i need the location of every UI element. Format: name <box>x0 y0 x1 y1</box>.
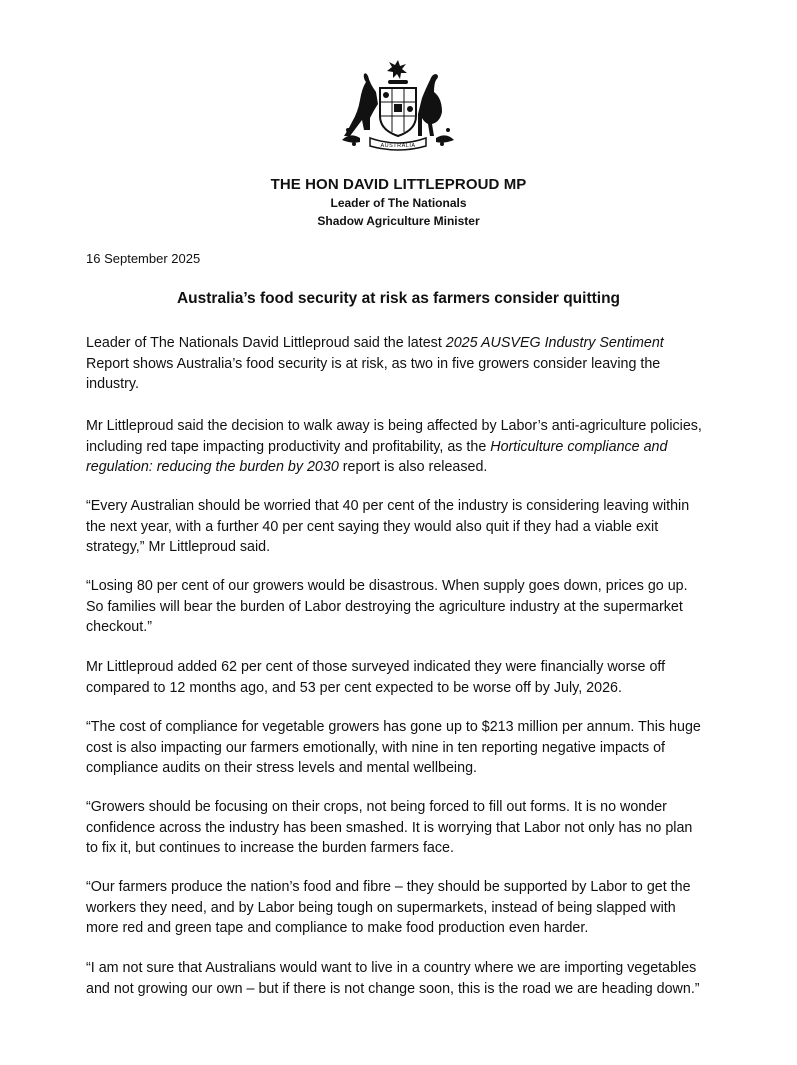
mp-role-shadow-minister: Shadow Agriculture Minister <box>317 214 480 228</box>
mp-role-leader: Leader of The Nationals <box>330 196 467 210</box>
mp-name: THE HON DAVID LITTLEPROUD MP <box>270 176 527 193</box>
report-title-sentiment: 2025 AUSVEG Industry Sentiment <box>445 335 664 351</box>
paragraph-7: “Growers should be focusing on their crops, not being forced to fill out forms. It is no wonder confidence across the industry has been smashed. It is worrying that Labor not only has no plan to fix it, but continues to increase the burden farmers face. <box>86 799 693 856</box>
paragraph-8: “Our farmers produce the nation’s food and fibre – they should be supported by Labor to get the workers they need, and by Labor being tough on supermarkets, instead of being slapped with more red and green tape and compliance to make food production even harder. <box>86 879 691 936</box>
paragraph-9: “I am not sure that Australians would want to live in a country where we are importing vegetables and not growing our own – but if there is not change soon, this is the road we are heading down.” <box>86 960 700 997</box>
release-date: 16 September 2025 <box>86 251 201 266</box>
paragraph-3: “Every Australian should be worried that 40 per cent of the industry is considering leaving within the next year, with a further 40 per cent saying they would also quit if they had a viable exit strategy,” Mr Littleproud said. <box>86 498 690 555</box>
paragraph-5: Mr Littleproud added 62 per cent of those surveyed indicated they were financially worse off compared to 12 months ago, and 53 per cent expected to be worse off by July, 2026. <box>86 659 666 696</box>
headline: Australia’s food security at risk as farmers consider quitting <box>176 290 621 307</box>
paragraph-1: Leader of The Nationals David Littleproud said the latest 2025 AUSVEG Industry Sentiment Report shows Australia’s food security is at risk, as two in five growers consider leaving the industry. <box>86 335 664 392</box>
paragraph-6: “The cost of compliance for vegetable growers has gone up to $213 million per annum. This huge cost is also impacting our farmers emotionally, with nine in ten reporting negative impacts of compliance audits on their stress levels and mental wellbeing. <box>86 719 701 776</box>
report-title-horticulture: Horticulture compliance and regulation: reducing the burden by 2030 <box>86 438 668 475</box>
paragraph-2: Mr Littleproud said the decision to walk away is being affected by Labor’s anti-agriculture policies, including red tape impacting productivity and profitability, as the Horticulture compliance and regulation: reducing the burden by 2030 report is also released. <box>86 418 702 475</box>
paragraph-4: “Losing 80 per cent of our growers would be disastrous. When supply goes down, prices go up. So families will bear the burden of Labor destroying the agriculture industry at the supermarket checkout.” <box>86 578 688 635</box>
svg-text:AUSTRALIA: AUSTRALIA <box>380 143 416 149</box>
emu-icon <box>418 74 442 136</box>
coat-of-arms-icon <box>330 58 466 154</box>
commonwealth-star-icon <box>387 60 407 79</box>
kangaroo-icon <box>344 73 378 136</box>
